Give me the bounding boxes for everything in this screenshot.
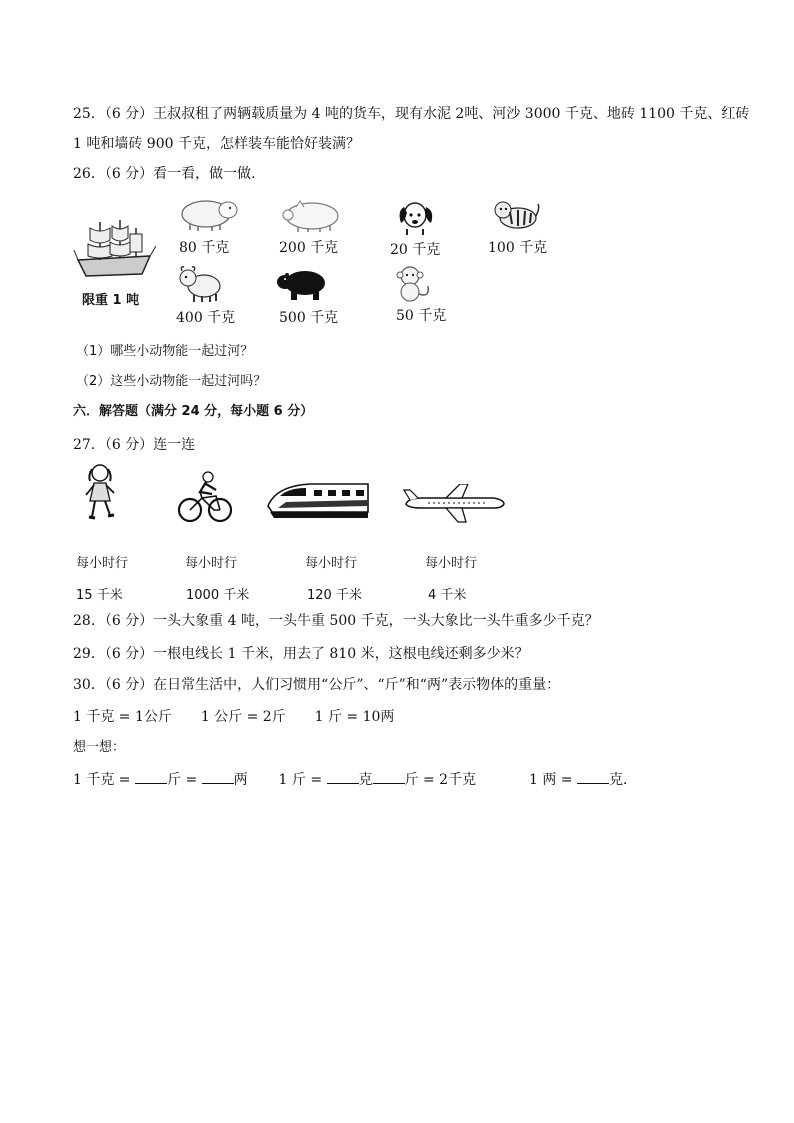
fill-b-prefix: 1 斤 = [278,772,323,788]
blank-jin-equal-2kg[interactable] [373,769,405,784]
fill-a-suffix: 两 [233,772,248,788]
cyclist-icon [178,470,232,528]
hippo-weight: 500 千克 [279,310,339,326]
blank-jin-to-gram[interactable] [327,769,359,784]
blank-liang-to-gram[interactable] [577,769,609,784]
speed-value-4: 4 千米 [428,588,467,603]
boat-weight-limit: 限重 1 吨 [82,293,140,308]
blank-kg-to-liang[interactable] [202,769,234,784]
q25-line2: 1 吨和墙砖 900 千克，怎样装车能恰好装满？ [73,136,360,152]
q30-title: 30．（6 分）在日常生活中，人们习惯用“公斤”、“斤”和“两”表示物体的重量： [73,677,561,693]
q29-text: 29．（6 分）一根电线长 1 千米，用去了 810 米，这根电线还剩多少米？ [73,646,529,662]
q30-facts [73,707,394,727]
dog-icon [395,197,437,241]
fact-jin-liang: 1 斤 = 10两 [314,709,395,725]
speed-value-1: 15 千米 [76,588,123,603]
q28-text: 28．（6 分）一头大象重 4 吨，一头牛重 500 千克，一头大象比一头牛重多少千克？ [73,613,599,629]
pig-icon [280,198,342,236]
sheep-icon [176,196,240,236]
q27-title: 27．（6 分）连一连 [73,437,196,453]
fill-c-prefix: 1 两 = [529,772,573,788]
fact-kg-gongjin: 1 千克 = 1公斤 [73,709,172,725]
sheep-weight: 80 千克 [179,240,230,256]
fill-b-mid: 克 [358,772,373,788]
fill-b-suffix: 斤 = 2千克 [404,772,477,788]
q30-fill-row [73,769,637,790]
speed-caption-2: 每小时行 [185,556,238,571]
ox-icon [176,264,224,308]
fill-c-suffix: 克． [609,772,637,788]
pig-weight: 200 千克 [279,240,339,256]
fact-gongjin-jin: 1 公斤 = 2斤 [200,709,286,725]
q25-line1: 25．（6 分）王叔叔租了两辆载质量为 4 吨的货车，现有水泥 2吨、河沙 3000 千克、地砖 1100 千克、红砖 [73,106,750,122]
blank-kg-to-jin[interactable] [135,769,167,784]
q30-think: 想一想： [73,740,126,755]
ox-weight: 400 千克 [176,310,236,326]
walking-girl-icon [80,463,120,525]
q26-sub1: （1）哪些小动物能一起过河？ [76,344,254,359]
speed-value-3: 120 千米 [307,588,362,603]
tiger-icon [492,198,540,236]
airplane-icon [402,484,506,528]
speed-caption-1: 每小时行 [76,556,129,571]
q26-sub2: （2）这些小动物能一起过河吗？ [76,374,267,389]
monkey-weight: 50 千克 [396,308,447,324]
hippo-icon [277,266,327,306]
tiger-weight: 100 千克 [488,240,548,256]
speed-caption-3: 每小时行 [305,556,358,571]
section-6-heading: 六．解答题（满分 24 分，每小题 6 分） [73,404,314,419]
fill-a-prefix: 1 千克 = [73,772,131,788]
speed-caption-4: 每小时行 [425,556,478,571]
monkey-icon [392,264,434,308]
q26-title: 26．（6 分）看一看，做一做． [73,166,266,182]
high-speed-train-icon [266,478,370,524]
sailing-ship-image [72,216,156,290]
dog-weight: 20 千克 [390,242,441,258]
speed-value-2: 1000 千米 [186,588,250,603]
fill-a-mid: 斤 = [167,772,198,788]
